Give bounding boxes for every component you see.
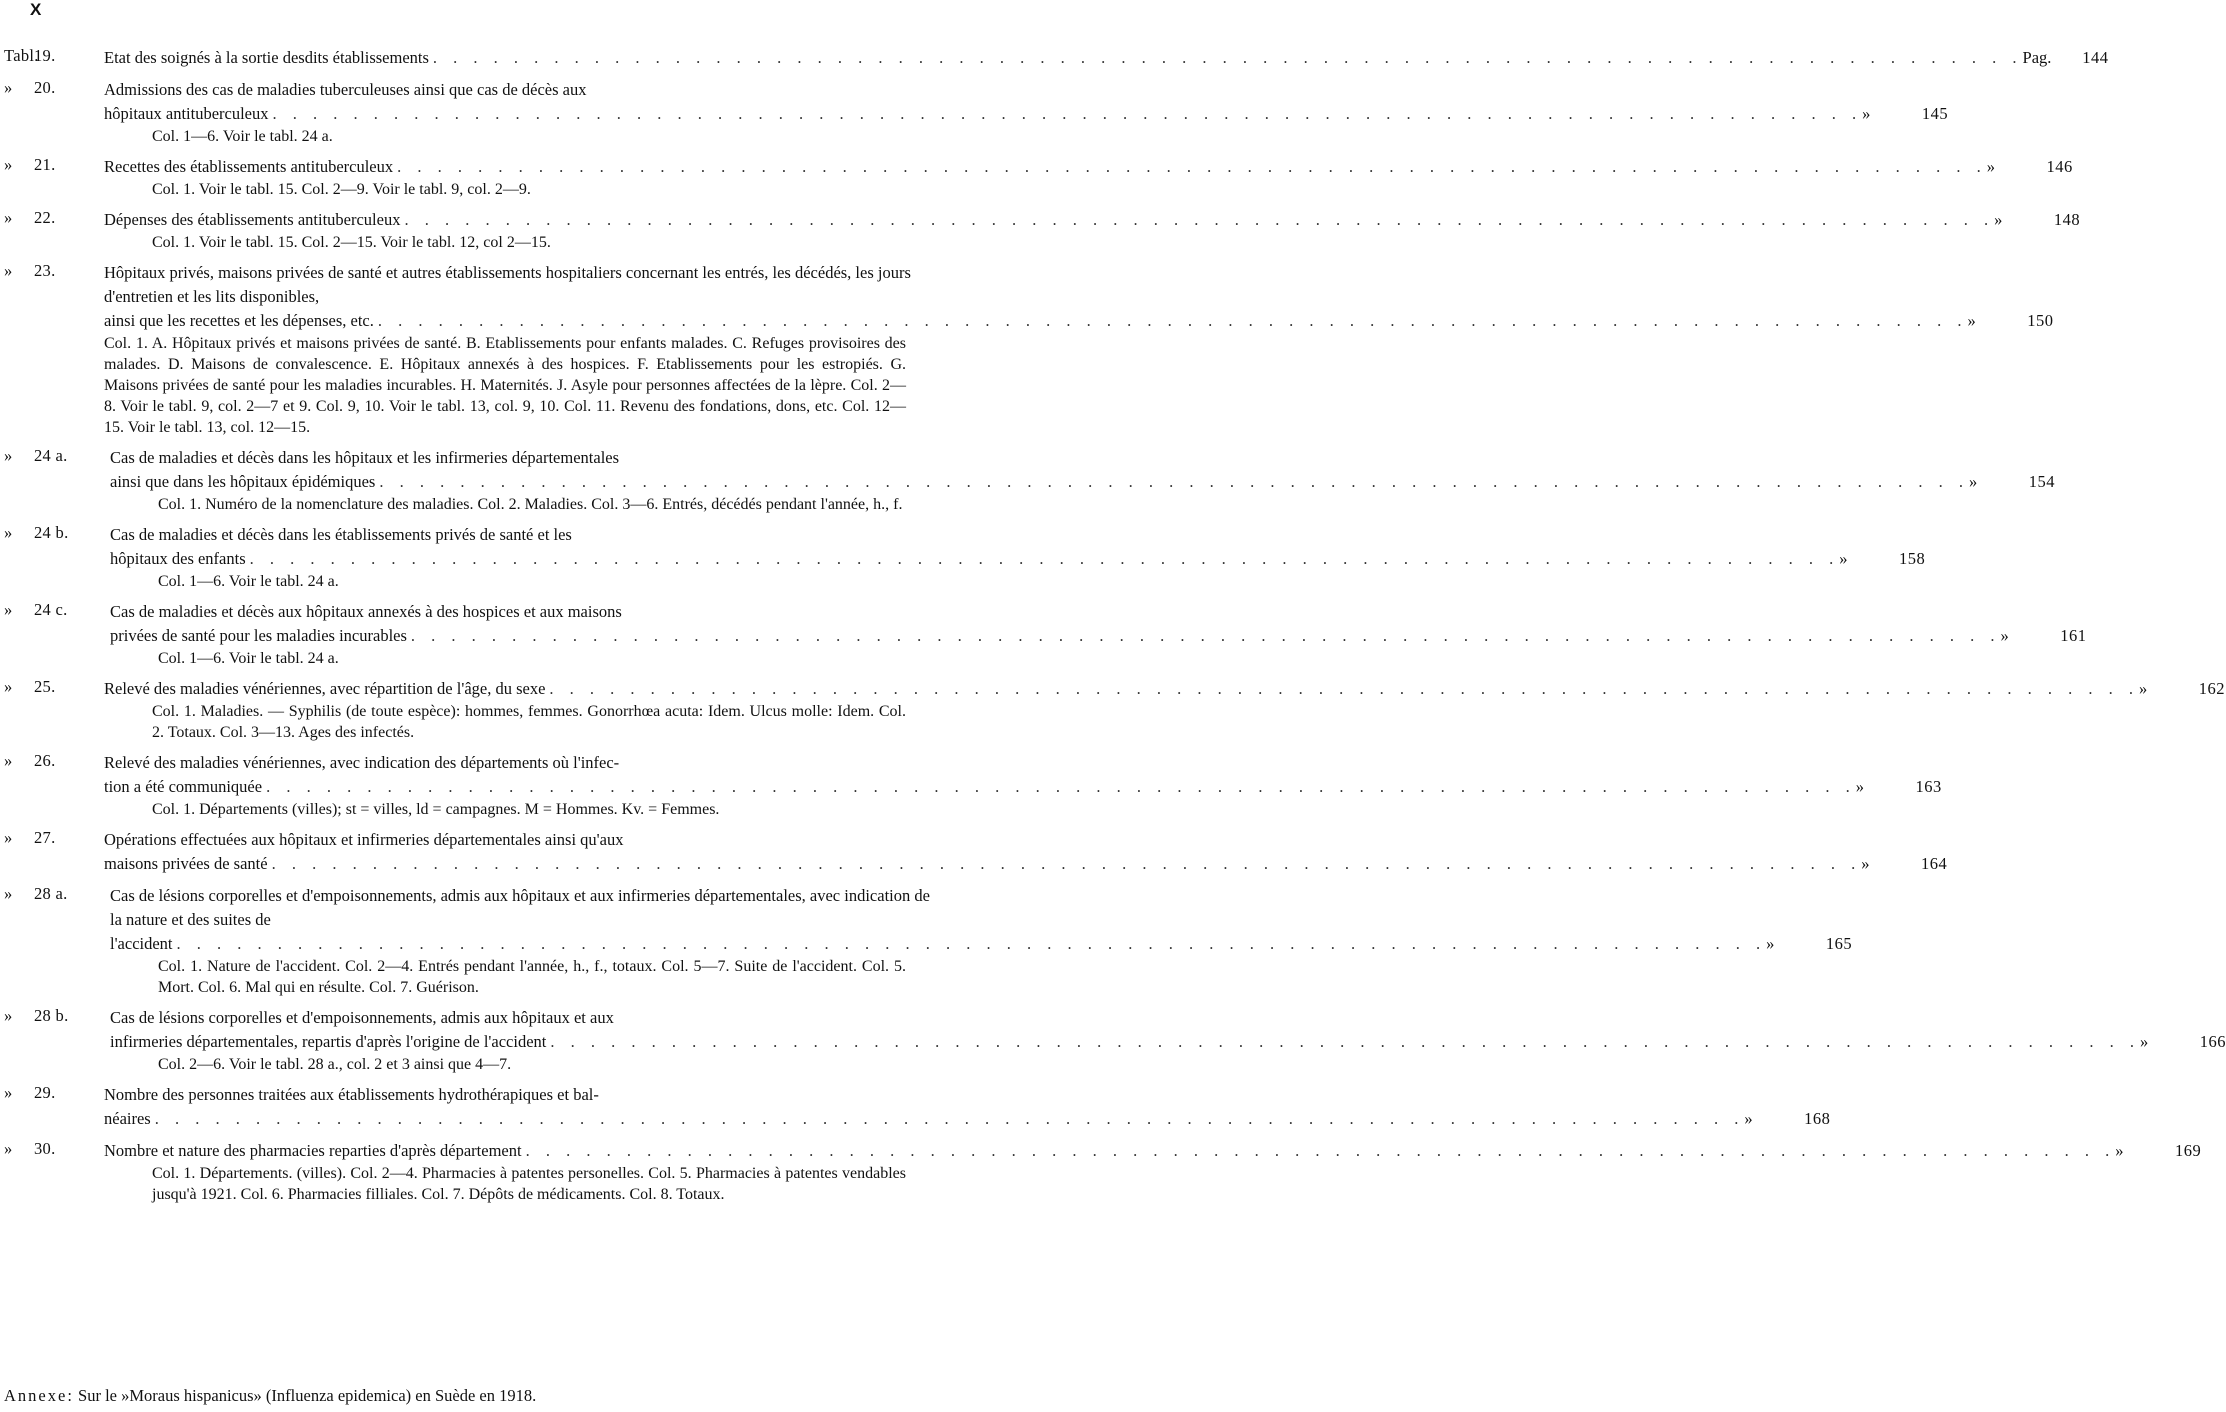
entry-title: Cas de maladies et décès dans les hôpitaux et les infirmeries départementales bbox=[110, 448, 620, 467]
annex-label: Annexe: bbox=[4, 1386, 74, 1405]
page-reference bbox=[1744, 1107, 1830, 1131]
column-note: Col. 1—6. Voir le tabl. 24 a. bbox=[158, 650, 339, 667]
entry-label-number: 22. bbox=[34, 208, 56, 227]
entry-body bbox=[104, 1139, 2202, 1205]
page-reference-number: 169 bbox=[2174, 1141, 2202, 1160]
dot-leader: . . . . . . . . . . . . . . . . . . . . . . . . . . . . . . . . . . . . . . . . . . . . . . . . . . . . . . . . . . . . . . . . . . . . . . . . . . . . . . . bbox=[550, 1032, 2140, 1051]
page-reference bbox=[1987, 155, 2073, 179]
entry-title-end: ainsi que dans les hôpitaux épidémiques bbox=[110, 472, 376, 491]
entry-title-end: l'accident bbox=[110, 934, 173, 953]
entry-title-lastline bbox=[104, 1139, 2202, 1163]
entry-label-mark: » bbox=[4, 828, 13, 847]
entry-label-number: 28 b. bbox=[34, 1006, 69, 1025]
entry-title: Admissions des cas de maladies tuberculeuses ainsi que cas de décès aux bbox=[104, 80, 587, 99]
toc-entry bbox=[0, 1006, 2226, 1075]
page-reference-number: 146 bbox=[2046, 157, 2073, 176]
page-reference-mark: » bbox=[2139, 1032, 2149, 1051]
dot-leader: . . . . . . . . . . . . . . . . . . . . . . . . . . . . . . . . . . . . . . . . . . . . . . . . . . . . . . . . . . . . . . . . . . . . . . . . . . . . . . . bbox=[549, 679, 2140, 698]
entry-body bbox=[104, 1083, 1831, 1131]
dot-leader: . . . . . . . . . . . . . . . . . . . . . . . . . . . . . . . . . . . . . . . . . . . . . . . . . . . . . . . . . . . . . . . . . . . . . . . . . . . . . . . bbox=[154, 1109, 1745, 1128]
entry-body bbox=[104, 78, 1949, 147]
entry-title-lastline bbox=[110, 547, 1926, 571]
entry-title: Cas de maladies et décès dans les établissements privés de santé et les bbox=[110, 525, 572, 544]
page-reference-number: 164 bbox=[1920, 854, 1948, 873]
entry-label-number: 23. bbox=[34, 261, 56, 280]
entry-label bbox=[4, 751, 104, 771]
dot-leader: . . . . . . . . . . . . . . . . . . . . . . . . . . . . . . . . . . . . . . . . . . . . . . . . . . . . . . . . . . . . . . . . . . . . . . . . . . . . . . . bbox=[379, 472, 1969, 491]
entry-label bbox=[4, 261, 104, 281]
page-reference-mark: » bbox=[1855, 777, 1864, 796]
dot-leader: . . . . . . . . . . . . . . . . . . . . . . . . . . . . . . . . . . . . . . . . . . . . . . . . . . . . . . . . . . . . . . . . . . . . . . . . . . . . . . . bbox=[377, 311, 1968, 330]
page-reference-number: 165 bbox=[1825, 934, 1853, 953]
entry-label-mark: » bbox=[4, 208, 13, 227]
page-reference-mark: » bbox=[1766, 934, 1775, 953]
entry-label bbox=[4, 1006, 114, 1026]
entry-title: Nombre des personnes traitées aux établissements hydrothérapiques et bal- bbox=[104, 1085, 599, 1104]
entry-title: Opérations effectuées aux hôpitaux et infirmeries départementales ainsi qu'aux bbox=[104, 830, 624, 849]
toc-entry bbox=[0, 208, 2081, 253]
page-reference bbox=[2139, 677, 2225, 701]
toc-entry bbox=[0, 600, 2087, 669]
column-note: Col. 1—6. Voir le tabl. 24 a. bbox=[158, 573, 339, 590]
entry-label-number: 25. bbox=[34, 677, 56, 696]
entry-title: Relevé des maladies vénériennes, avec indication des départements où l'infec- bbox=[104, 753, 620, 772]
entry-label-mark: » bbox=[4, 751, 13, 770]
page-reference bbox=[1766, 932, 1852, 956]
page-reference bbox=[1839, 547, 1925, 571]
page-reference-number: 161 bbox=[2060, 626, 2087, 645]
page-reference-mark: » bbox=[1986, 157, 1995, 176]
entry-title-end: ainsi que les recettes et les dépenses, etc. bbox=[104, 311, 374, 330]
toc-entry bbox=[0, 751, 1942, 820]
entry-label bbox=[4, 78, 104, 98]
page-reference-number: 168 bbox=[1804, 1109, 1831, 1128]
entry-label-mark: » bbox=[4, 261, 13, 280]
entry-title-lastline bbox=[104, 102, 1949, 126]
entry-body bbox=[104, 751, 1942, 820]
page-reference-mark: » bbox=[2115, 1141, 2124, 1160]
entry-body bbox=[104, 46, 2109, 70]
entry-label-number: 21. bbox=[34, 155, 56, 174]
entry-label-mark: » bbox=[4, 600, 13, 619]
entry-label bbox=[4, 884, 114, 904]
entry-label bbox=[4, 523, 114, 543]
page-reference-mark: » bbox=[1861, 854, 1870, 873]
toc-entry bbox=[0, 446, 2055, 515]
toc-entry bbox=[0, 78, 1949, 147]
dot-leader: . . . . . . . . . . . . . . . . . . . . . . . . . . . . . . . . . . . . . . . . . . . . . . . . . . . . . . . . . . . . . . . . . . . . . . . . . . . . . . . bbox=[271, 854, 1862, 873]
page-reference-number: 158 bbox=[1899, 549, 1926, 568]
entry-title-lastline bbox=[104, 309, 2054, 333]
entry-body bbox=[110, 600, 2087, 669]
entry-title-end: Relevé des maladies vénériennes, avec répartition de l'âge, du sexe bbox=[104, 679, 546, 698]
annex-line bbox=[4, 1386, 536, 1406]
entry-label-mark: » bbox=[4, 677, 13, 696]
page-number: X bbox=[30, 0, 42, 19]
page-reference bbox=[2140, 1030, 2226, 1054]
page-reference bbox=[1862, 102, 1948, 126]
entry-body bbox=[110, 1006, 2226, 1075]
entry-title-lastline bbox=[104, 46, 2109, 70]
entry-label-mark: » bbox=[4, 884, 13, 903]
entry-title-end: maisons privées de santé bbox=[104, 854, 268, 873]
page-reference-mark: » bbox=[1968, 472, 1978, 491]
column-note: Col. 2—6. Voir le tabl. 28 a., col. 2 et 3 ainsi que 4—7. bbox=[158, 1056, 512, 1073]
entry-label bbox=[4, 155, 104, 175]
entry-title-end: Recettes des établissements antituberculeux bbox=[104, 157, 394, 176]
page-reference-mark: » bbox=[1862, 104, 1871, 123]
entry-title-lastline bbox=[110, 624, 2087, 648]
page-reference-mark: » bbox=[1967, 311, 1976, 330]
page-reference-number: 144 bbox=[2082, 48, 2109, 67]
dot-leader: . . . . . . . . . . . . . . . . . . . . . . . . . . . . . . . . . . . . . . . . . . . . . . . . . . . . . . . . . . . . . . . . . . . . . . . . . . . . . . . bbox=[410, 626, 2001, 645]
page-reference-number: 150 bbox=[2027, 311, 2054, 330]
entry-label-mark: Tabl. bbox=[4, 46, 39, 65]
entry-title-end: infirmeries départementales, repartis d'après l'origine de l'accident bbox=[110, 1032, 547, 1051]
page-reference bbox=[2001, 624, 2087, 648]
entry-label-mark: » bbox=[4, 1006, 13, 1025]
entry-title-lastline bbox=[110, 932, 1853, 956]
page-reference bbox=[1856, 775, 1942, 799]
column-note: Col. 1. Voir le tabl. 15. Col. 2—15. Voir le tabl. 12, col 2—15. bbox=[152, 234, 551, 251]
entry-label-number: 19. bbox=[34, 46, 56, 65]
entry-title-lastline bbox=[104, 775, 1942, 799]
entry-body bbox=[104, 677, 2226, 743]
entry-body bbox=[104, 208, 2081, 253]
page-reference bbox=[2115, 1139, 2201, 1163]
dot-leader: . . . . . . . . . . . . . . . . . . . . . . . . . . . . . . . . . . . . . . . . . . . . . . . . . . . . . . . . . . . . . . . . . . . . . . . . . . . . . . . bbox=[525, 1141, 2116, 1160]
toc-entry bbox=[0, 261, 2054, 438]
entry-label-number: 24 b. bbox=[34, 523, 69, 542]
page-reference bbox=[1861, 852, 1947, 876]
entry-label-mark: » bbox=[4, 446, 13, 465]
entry-label-number: 29. bbox=[34, 1083, 56, 1102]
dot-leader: . . . . . . . . . . . . . . . . . . . . . . . . . . . . . . . . . . . . . . . . . . . . . . . . . . . . . . . . . . . . . . . . . . . . . . . . . . . . . . . bbox=[432, 48, 2023, 67]
entry-title: Hôpitaux privés, maisons privées de santé et autres établissements hospitaliers concernant les entrés, les décédés, les jours d'entretien et les lits disponibles, bbox=[104, 263, 911, 306]
entry-title-lastline bbox=[110, 1030, 2226, 1054]
page-reference-mark: » bbox=[1839, 549, 1848, 568]
entry-body bbox=[104, 828, 1948, 876]
entry-body bbox=[104, 261, 2054, 438]
page-reference-number: 145 bbox=[1921, 104, 1949, 123]
page-reference bbox=[1969, 470, 2055, 494]
dot-leader: . . . . . . . . . . . . . . . . . . . . . . . . . . . . . . . . . . . . . . . . . . . . . . . . . . . . . . . . . . . . . . . . . . . . . . . . . . . . . . . bbox=[272, 104, 1863, 123]
page-reference bbox=[1967, 309, 2053, 333]
dot-leader: . . . . . . . . . . . . . . . . . . . . . . . . . . . . . . . . . . . . . . . . . . . . . . . . . . . . . . . . . . . . . . . . . . . . . . . . . . . . . . . bbox=[404, 210, 1995, 229]
toc-entry bbox=[0, 523, 1926, 592]
entry-title-end: Nombre et nature des pharmacies reparties d'après département bbox=[104, 1141, 522, 1160]
entry-title: Cas de lésions corporelles et d'empoisonnements, admis aux hôpitaux et aux infirmeries départementales, avec indication de la nature et des suites de bbox=[110, 886, 930, 929]
column-note: Col. 1. Départements. (villes). Col. 2—4. Pharmacies à patentes personelles. Col. 5. Pharmacies à patentes vendables jusqu'à 1921. Col. 6. Pharmacies filliales. Col. 7. Dépôts de médicaments. Col. 8. Totaux. bbox=[152, 1165, 906, 1203]
entry-title-lastline bbox=[104, 155, 2073, 179]
entry-label bbox=[4, 446, 114, 466]
entry-label-number: 24 c. bbox=[34, 600, 68, 619]
page-reference bbox=[1994, 208, 2080, 232]
column-note: Col. 1. Nature de l'accident. Col. 2—4. Entrés pendant l'année, h., f., totaux. Col. 5—7. Suite de l'accident. Col. 5. Mort. Col. 6. Mal qui en résulte. Col. 7. Guérison. bbox=[158, 958, 906, 996]
entry-title-end: néaires bbox=[104, 1109, 151, 1128]
entry-label-number: 30. bbox=[34, 1139, 56, 1158]
entry-title-lastline bbox=[104, 208, 2081, 232]
page-reference-number: 166 bbox=[2199, 1032, 2226, 1051]
page-reference-mark: » bbox=[2139, 679, 2148, 698]
page-reference-mark: » bbox=[2000, 626, 2009, 645]
page-reference-mark: » bbox=[1744, 1109, 1753, 1128]
entry-label-number: 26. bbox=[34, 751, 56, 770]
toc-entry bbox=[0, 1083, 1831, 1131]
entry-label bbox=[4, 677, 104, 697]
entry-label-mark: » bbox=[4, 78, 13, 97]
entry-label bbox=[4, 46, 104, 66]
column-note: Col. 1. Voir le tabl. 15. Col. 2—9. Voir le tabl. 9, col. 2—9. bbox=[152, 181, 531, 198]
entry-title-end: privées de santé pour les maladies incurables bbox=[110, 626, 407, 645]
column-note: Col. 1. Maladies. — Syphilis (de toute espèce): hommes, femmes. Gonorrhœa acuta: Idem. Ulcus molle: Idem. Col. 2. Totaux. Col. 3—13. Ages des infectés. bbox=[152, 703, 906, 741]
page-reference-number: 148 bbox=[2053, 210, 2081, 229]
page-reference-mark: Pag. bbox=[2022, 48, 2052, 67]
toc-entry bbox=[0, 828, 1948, 876]
entry-title-end: tion a été communiquée bbox=[104, 777, 263, 796]
entry-title: Cas de lésions corporelles et d'empoisonnements, admis aux hôpitaux et aux bbox=[110, 1008, 614, 1027]
entry-body bbox=[110, 884, 1853, 998]
entry-label-number: 20. bbox=[34, 78, 56, 97]
entry-label-mark: » bbox=[4, 523, 13, 542]
entry-title-end: Dépenses des établissements antituberculeux bbox=[104, 210, 401, 229]
dot-leader: . . . . . . . . . . . . . . . . . . . . . . . . . . . . . . . . . . . . . . . . . . . . . . . . . . . . . . . . . . . . . . . . . . . . . . . . . . . . . . . bbox=[266, 777, 1856, 796]
page-reference-number: 154 bbox=[2028, 472, 2055, 491]
dot-leader: . . . . . . . . . . . . . . . . . . . . . . . . . . . . . . . . . . . . . . . . . . . . . . . . . . . . . . . . . . . . . . . . . . . . . . . . . . . . . . . bbox=[176, 934, 1767, 953]
entry-title-end: hôpitaux antituberculeux bbox=[104, 104, 269, 123]
entry-label-number: 24 a. bbox=[34, 446, 68, 465]
page-reference bbox=[2023, 46, 2109, 70]
entry-label bbox=[4, 600, 114, 620]
entry-title-lastline bbox=[104, 1107, 1831, 1131]
entry-body bbox=[110, 446, 2055, 515]
page-reference-number: 163 bbox=[1915, 777, 1942, 796]
column-note: Col. 1. Départements (villes); st = villes, ld = campagnes. M = Hommes. Kv. = Femmes. bbox=[152, 801, 720, 818]
entry-title: Cas de maladies et décès aux hôpitaux annexés à des hospices et aux maisons bbox=[110, 602, 622, 621]
entry-body bbox=[110, 523, 1926, 592]
entry-title-lastline bbox=[110, 470, 2055, 494]
entry-label-number: 27. bbox=[34, 828, 56, 847]
entry-title-end: Etat des soignés à la sortie desdits établissements bbox=[104, 48, 429, 67]
toc-entry bbox=[0, 46, 2109, 70]
entry-title-lastline bbox=[104, 677, 2226, 701]
dot-leader: . . . . . . . . . . . . . . . . . . . . . . . . . . . . . . . . . . . . . . . . . . . . . . . . . . . . . . . . . . . . . . . . . . . . . . . . . . . . . . . bbox=[249, 549, 1840, 568]
toc-entry bbox=[0, 884, 1853, 998]
entry-label bbox=[4, 208, 104, 228]
entry-title-end: hôpitaux des enfants bbox=[110, 549, 246, 568]
page-reference-mark: » bbox=[1994, 210, 2003, 229]
dot-leader: . . . . . . . . . . . . . . . . . . . . . . . . . . . . . . . . . . . . . . . . . . . . . . . . . . . . . . . . . . . . . . . . . . . . . . . . . . . . . . . bbox=[397, 157, 1987, 176]
column-note: Col. 1. A. Hôpitaux privés et maisons privées de santé. B. Etablissements pour enfants malades. C. Refuges provisoires des malades. D. Maisons de convalescence. E. Hôpitaux annexés à des hospices. F. Etablissements pour les estropiés. G. Maisons privées de santé pour les maladies incurables. H. Maternités. J. Asyle pour personnes affectées de la lèpre. Col. 2—8. Voir le tabl. 9, col. 2—7 et 9. Col. 9, 10. Voir le tabl. 13, col. 9, 10. Col. 11. Revenu des fondations, dons, etc. Col. 12—15. Voir le tabl. 13, col. 12—15. bbox=[104, 335, 906, 436]
toc-entry bbox=[0, 677, 2226, 743]
entry-label-mark: » bbox=[4, 1083, 13, 1102]
entry-label-number: 28 a. bbox=[34, 884, 68, 903]
page-reference-number: 162 bbox=[2198, 679, 2226, 698]
column-note: Col. 1. Numéro de la nomenclature des maladies. Col. 2. Maladies. Col. 3—6. Entrés, décédés pendant l'année, h., f. bbox=[158, 496, 903, 513]
toc-entry bbox=[0, 1139, 2202, 1205]
entry-body bbox=[104, 155, 2073, 200]
entry-label-mark: » bbox=[4, 1139, 13, 1158]
entry-label bbox=[4, 1139, 104, 1159]
entry-label bbox=[4, 828, 104, 848]
entry-title-lastline bbox=[104, 852, 1948, 876]
annex-text: Sur le »Moraus hispanicus» (Influenza epidemica) en Suède en 1918. bbox=[78, 1386, 537, 1405]
table-of-contents bbox=[0, 46, 2226, 1213]
column-note: Col. 1—6. Voir le tabl. 24 a. bbox=[152, 128, 333, 145]
entry-label bbox=[4, 1083, 104, 1103]
entry-label-mark: » bbox=[4, 155, 13, 174]
toc-entry bbox=[0, 155, 2073, 200]
